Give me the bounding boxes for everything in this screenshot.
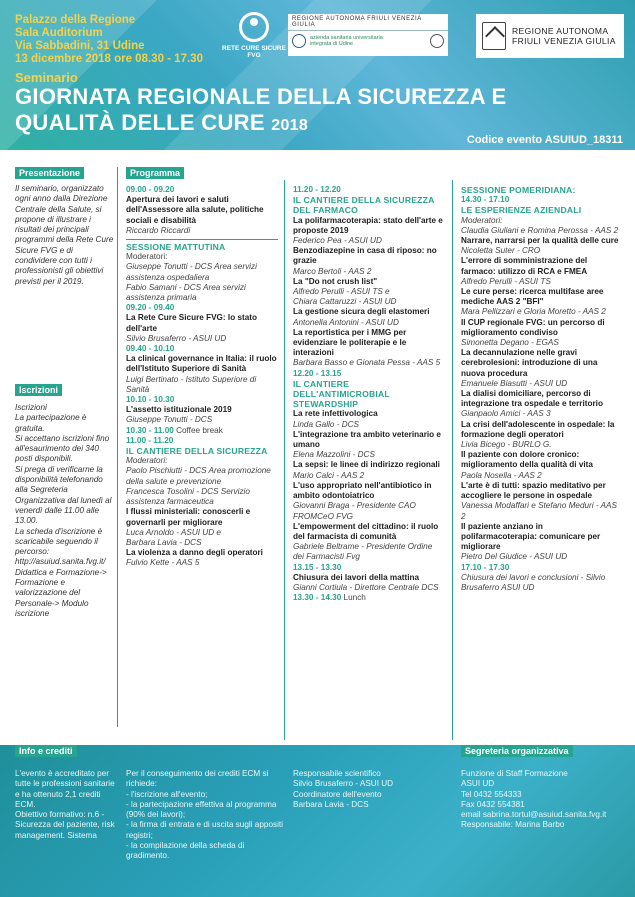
speaker: Giovanni Braga - Presidente CAO FROMCeO FVG <box>293 501 416 521</box>
speaker: Pietro Del Giudice - ASUI UD <box>461 552 568 562</box>
emblem-icon <box>430 34 444 48</box>
talk-title: Il paziente con dolore cronico: miglioramento della qualità di vita <box>461 450 593 470</box>
speaker: Riccardo Riccardi <box>126 225 191 235</box>
responsabili-text: Responsabile scientifico Silvio Brusaferro - ASUI UD Coordinatore dell'evento Barbara Lavia - DCS <box>293 769 394 809</box>
asuiud-logo <box>288 14 448 56</box>
talk-title: La clinical governance in Italia: il ruolo dell'Istituto Superiore di Sanità <box>126 354 277 374</box>
regione-logo <box>476 14 624 58</box>
venue-line: Sala Auditorium <box>15 27 103 39</box>
talk-title: Il CUP regionale FVG: un percorso di miglioramento condiviso <box>461 317 605 337</box>
speaker: Claudia Giuliani e Romina Perossa - AAS 2 <box>461 225 619 235</box>
speaker: Luigi Bertinato - Istituto Superiore di Sanità <box>126 374 257 394</box>
info-crediti-text: L'evento è accreditato per tutte le professioni sanitarie e ha ottenuto 2,1 crediti ECM. Obiettivo formativo: n.6 - Sicurezza del paziente, risk management. Sistema <box>15 769 115 840</box>
talk-title: La dialisi domiciliare, percorso di integrazione tra ospedale e territorio <box>461 389 603 409</box>
session-time: 09.40 - 10.10 <box>126 344 175 354</box>
section-label-presentazione: Presentazione <box>15 167 84 179</box>
session-time: 09.00 - 09.20 <box>126 185 175 194</box>
page-title <box>15 84 507 139</box>
talk-title: Il paziente anziano in polifarmacoterapia: comunicare per migliorare <box>461 521 601 552</box>
speaker: Barbara Lavia - DCS <box>126 537 202 547</box>
speaker: Silvio Brusaferro - ASUI UD <box>126 333 227 343</box>
logo-box-region: REGIONE AUTONOMA FRIULI VENEZIA GIULIA <box>288 14 448 31</box>
session-time: 10.30 - 11.00 <box>126 425 174 435</box>
talk-title: L'errore di somministrazione del farmaco: utilizzo di RCA e FMEA <box>461 256 588 276</box>
section-label-programma: Programma <box>126 167 184 179</box>
talk-title: I flussi ministeriali: conoscerli e governarli per migliorare <box>126 507 251 527</box>
break-label: Coffee break <box>173 425 223 435</box>
session-time: 09.20 - 09.40 <box>126 303 175 313</box>
speaker: Gianni Cortiula - Direttore Centrale DCS <box>293 582 439 592</box>
program-column-1 <box>126 185 278 569</box>
title-year: 2018 <box>271 117 309 134</box>
regione-logo-text <box>512 26 616 46</box>
talk-title: La crisi dell'adolescente in ospedale: la formazione degli operatori <box>461 419 615 439</box>
talk-title: L'arte è di tutti: spazio meditativo per accogliere le persone in ospedale <box>461 480 606 501</box>
venue-line: Palazzo della Regione <box>15 14 136 26</box>
separator <box>126 239 278 240</box>
session-heading: SESSIONE POMERIDIANA: <box>461 185 576 195</box>
header-banner <box>0 0 635 150</box>
session-heading: LE ESPERIENZE AZIENDALI <box>461 205 582 216</box>
session-heading: IL CANTIERE DELLA SICUREZZA <box>126 446 268 457</box>
talk-title: La "Do not crush list" <box>293 276 378 286</box>
speaker: Giuseppe Tonutti - DCS Area servizi assistenza ospedaliera <box>126 262 257 282</box>
speaker: Vanessa Modaffari e Stefano Meduri - AAS 2 <box>461 501 617 521</box>
iscrizioni-text: Iscrizioni La partecipazione è gratuita. Si accettano iscrizioni fino all'esaurimento dei 340 posti disponibili. Si prega di verificarne la disponibilità telefonando alla Segreteria Organizzativa dal lunedì al venerdì dalle 11.00 alle 13.00. La scheda d'iscrizione è scaricabile seguendo il percorso: http://asuiud.sanita.fvg.it/ Didattica e Formazione-> Formazione e valorizzazione del Personale-> Modulo iscrizione <box>15 403 112 618</box>
divider <box>452 180 453 740</box>
session-time: 14.30 - 17.10 <box>461 195 510 205</box>
footer-panel <box>0 745 635 897</box>
logo-box-line: azienda sanitaria universitaria <box>310 34 383 41</box>
speaker: Antonella Antonini - ASUI UD <box>293 317 399 327</box>
talk-title: La decannulazione nelle gravi cerebrolesioni: introduzione di una nuova procedura <box>461 348 598 378</box>
regione-line: FRIULI VENEZIA GIULIA <box>512 36 616 46</box>
session-time: 17.10 - 17.30 <box>461 562 510 572</box>
ecm-requirements-text: Per il conseguimento dei crediti ECM si richiede: - l'iscrizione all'evento; - la partecipazione effettiva al programma (90% dei lavori); - la firma di entrata e di uscita sugli appositi registri; - la compilazione della scheda di gradimento. <box>126 769 284 861</box>
program-column-2 <box>293 185 445 603</box>
talk-title: La polifarmacoterapia: stato dell'arte e proposte 2019 <box>293 215 443 235</box>
speaker: Moderatori: <box>126 456 168 466</box>
section-label-segreteria: Segreteria organizzativa <box>461 745 573 757</box>
speaker: Linda Gallo - DCS <box>293 419 359 429</box>
talk-title: La reportistica per i MMG per evidenziare le politerapie e le interazioni <box>293 327 407 358</box>
event-code: Codice evento ASUIUD_18311 <box>466 134 623 146</box>
speaker: Nicoletta Suter - CRO <box>461 246 541 256</box>
speaker: Gabriele Beltrame - Presidente Ordine dei Farmacisti Fvg <box>293 542 433 562</box>
speaker: Alfredo Perulli - ASUI TS <box>461 276 551 286</box>
section-label-info: Info e crediti <box>15 745 77 757</box>
program-column-3 <box>461 185 621 593</box>
divider <box>117 167 118 727</box>
segreteria-text: Funzione di Staff Formazione ASUI UD Tel 0432 554333 Fax 0432 554381 email sabrina.tortul@asuiud.sanita.fvg.it Responsabile: Marina Barbo <box>461 769 607 830</box>
speaker: Alfredo Perulli - ASUI TS e <box>293 287 390 297</box>
logo-box-asuiud <box>310 35 383 48</box>
venue-date: 13 dicembre 2018 ore 08.30 - 17.30 <box>15 53 203 65</box>
talk-title: Chiusura dei lavori della mattina <box>293 572 420 582</box>
break-label: Lunch <box>341 593 366 603</box>
rete-cure-sicure-logo <box>220 12 288 59</box>
speaker: Simonetta Degano - EGAS <box>461 338 559 348</box>
talk-title: Narrare, narrarsi per la qualità delle cure <box>461 236 619 246</box>
session-time: 12.20 - 13.15 <box>293 368 342 378</box>
session-time: 13.15 - 13.30 <box>293 562 342 572</box>
speaker: Elena Mazzolini - DCS <box>293 450 375 460</box>
speaker: Marco Bertoli - AAS 2 <box>293 266 372 276</box>
note-text: Moderatori: <box>126 252 168 262</box>
speaker: Emanuele Biasutti - ASUI UD <box>461 378 568 388</box>
session-time: 13.30 - 14.30 <box>293 593 342 603</box>
session-time: 10.10 - 10.30 <box>126 395 175 405</box>
talk-title: L'assetto istituzionale 2019 <box>126 405 232 415</box>
speaker: Chiusura dei lavori e conclusioni - Silvio Brusaferro ASUI UD <box>461 572 606 592</box>
speaker: Mario Calci - AAS 2 <box>293 470 365 480</box>
session-time: 11.20 - 12.20 <box>293 185 341 194</box>
venue-line: Via Sabbadini, 31 Udine <box>15 40 145 52</box>
session-heading: IL CANTIERE DELLA SICUREZZA DEL FARMACO <box>293 195 435 216</box>
speaker: Fulvio Kette - AAS 5 <box>126 558 200 568</box>
speaker: Chiara Cattaruzzi - ASUI UD <box>293 297 397 307</box>
eagle-icon <box>482 22 506 50</box>
talk-title: L'uso appropriato nell'antibiotico in ambito odontoiatrico <box>293 480 432 501</box>
session-heading: SESSIONE MATTUTINA <box>126 242 226 253</box>
time-break <box>293 593 445 603</box>
speaker: Luca Arnoldo - ASUI UD e <box>126 527 221 537</box>
rete-logo-text: RETE CURE SICURE FVG <box>222 45 286 59</box>
time-break <box>126 426 278 436</box>
speaker: Paolo Pischiutti - DCS Area promozione della salute e prevenzione <box>126 466 271 486</box>
speaker: Federico Pea - ASUI UD <box>293 236 382 246</box>
talk-title: Le cure perse: ricerca multifase aree mediche AAS 2 "BFI" <box>461 287 604 307</box>
speaker: Barbara Basso e Gionata Pessa - AAS 5 <box>293 358 441 368</box>
venue-info <box>15 14 203 66</box>
talk-title: L'empowerment del cittadino: il ruolo del farmacista di comunità <box>293 521 439 541</box>
regione-line: REGIONE AUTONOMA <box>512 26 609 36</box>
talk-title: La gestione sicura degli elastomeri <box>293 307 430 317</box>
rete-logo-icon <box>239 12 269 42</box>
talk-title: La rete infettivologica <box>293 409 378 419</box>
section-label-iscrizioni: Iscrizioni <box>15 384 62 396</box>
session-time: 11.00 - 11.20 <box>126 435 174 445</box>
speaker: Francesca Tosolini - DCS Servizio assistenza farmaceutica <box>126 486 250 507</box>
event-type: Seminario <box>15 70 78 85</box>
logo-box-line: integrata di Udine <box>310 41 354 47</box>
speaker: Fabio Samani - DCS Area servizi assistenza primaria <box>126 282 246 303</box>
talk-title: La sepsi: le linee di indirizzo regionali <box>293 460 440 470</box>
title-line: QUALITÀ DELLE CURE <box>15 110 265 135</box>
seal-icon <box>292 34 306 48</box>
talk-title: La violenza a danno degli operatori <box>126 548 263 558</box>
talk-title: La Rete Cure Sicure FVG: lo stato dell'arte <box>126 313 258 333</box>
speaker: Mara Pellizzari e Gloria Moretto - AAS 2 <box>461 307 606 317</box>
talk-title: L'integrazione tra ambito veterinario e umano <box>293 429 441 450</box>
session-heading: IL CANTIERE DELL'ANTIMICROBIAL STEWARDSHIP <box>293 378 390 410</box>
speaker: Gianpaolo Amici - AAS 3 <box>461 409 551 419</box>
speaker: Giuseppe Tonutti - DCS <box>126 415 213 425</box>
speaker: Livia Bicego - BURLO G. <box>461 440 552 450</box>
divider <box>284 180 285 740</box>
title-line: GIORNATA REGIONALE DELLA SICUREZZA E <box>15 84 507 109</box>
presentazione-text: Il seminario, organizzato ogni anno dalla Direzione Centrale della Salute, si propone di illustrare i risultati dei principali programmi della Rete Cure Sicure FVG e di condividere con tutti i professionisti gli obiettivi previsti per il 2019. <box>15 184 114 286</box>
speaker: Paola Nosella - AAS 2 <box>461 470 542 480</box>
talk-title: Apertura dei lavori e saluti dell'Assessore alla salute, politiche sociali e disabilità <box>126 195 264 225</box>
talk-title: Benzodiazepine in casa di riposo: no grazie <box>293 246 437 266</box>
speaker: Moderatori: <box>461 215 503 225</box>
